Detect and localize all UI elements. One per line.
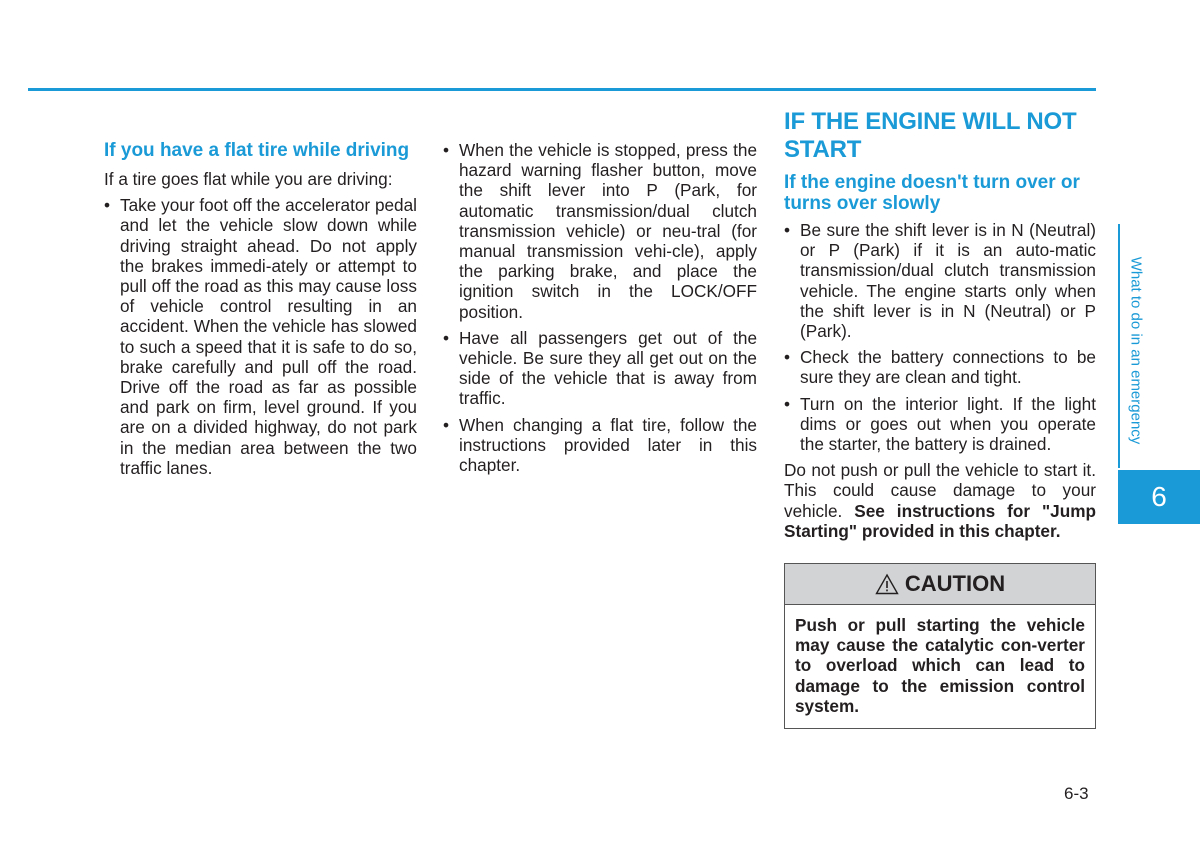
list-item: • Turn on the interior light. If the light dims or goes out when you operate the starter, the battery is drained. — [784, 393, 1096, 455]
caution-title: CAUTION — [904, 571, 1006, 596]
right-column — [784, 108, 1096, 541]
bullet-icon: • — [784, 393, 791, 414]
flat-tire-list — [104, 195, 417, 478]
bullet-icon: • — [104, 195, 111, 216]
middle-column — [443, 140, 757, 481]
chapter-label-text: What to do in an emergency — [1127, 256, 1145, 444]
bullet-icon: • — [443, 327, 450, 348]
list-item: • When the vehicle is stopped, press the hazard warning flasher button, move the shift lever into P (Park, for automatic transmission/dual clutch transmission vehicle) or neu-tral (for manual transmission vehi-cle), apply the parking brake, and place the ignition switch in the LOCK/OFF position. — [443, 140, 757, 322]
chapter-number-tab: 6 — [1118, 470, 1200, 524]
push-start-note: Do not push or pull the vehicle to start it. This could cause damage to your vehicle. See instructions for "Jump Starting" provided in this chapter. — [784, 460, 1096, 541]
flat-tire-list-continued — [443, 140, 757, 475]
caution-header — [785, 564, 1095, 605]
flat-tire-heading: If you have a flat tire while driving — [104, 140, 410, 161]
list-item: • Have all passengers get out of the vehicle. Be sure they all get out on the side of the vehicle that is away from traffic. — [443, 327, 757, 409]
engine-heading: If the engine doesn't turn over or turns over slowly — [784, 172, 1080, 214]
list-item: • Be sure the shift lever is in N (Neutral) or P (Park) if it is an auto-matic transmission/dual clutch transmission vehicle. The engine starts only when the shift lever is in N (Neutral) or P (Park). — [784, 220, 1096, 342]
flat-tire-intro: If a tire goes flat while you are driving: — [104, 169, 393, 189]
section-title: IF THE ENGINE WILL NOT START — [784, 108, 1077, 163]
warning-triangle-icon — [875, 573, 899, 595]
page-number: 6-3 — [1064, 784, 1089, 803]
header-rule — [28, 88, 1096, 91]
jump-start-reference: See instructions for "Jump Starting" provided in this chapter. — [784, 500, 1096, 541]
bullet-icon: • — [443, 414, 450, 435]
list-item: • Check the battery connections to be sure they are clean and tight. — [784, 347, 1096, 388]
bullet-icon: • — [443, 140, 450, 160]
bullet-icon: • — [784, 347, 791, 368]
bullet-icon: • — [784, 220, 791, 240]
list-item: • When changing a flat tire, follow the instructions provided later in this chapter. — [443, 414, 757, 476]
engine-list — [784, 220, 1096, 454]
caution-text: Push or pull starting the vehicle may cause the catalytic con-verter to overload which can lead to damage to the emission control system. — [795, 615, 1085, 716]
left-column — [104, 140, 417, 484]
caution-box — [784, 563, 1096, 729]
chapter-label — [1113, 230, 1159, 470]
list-item: • Take your foot off the accelerator pedal and let the vehicle slow down while driving straight ahead. Do not apply the brakes immedi-ately or attempt to pull off the road as this may cause loss of vehicle control resulting in an accident. When the vehicle has slowed to such a speed that it is safe to do so, brake carefully and pull off the road. Drive off the road as far as possible and park on firm, level ground. If you are on a divided highway, do not park in the median area between the two traffic lanes. — [104, 195, 417, 478]
